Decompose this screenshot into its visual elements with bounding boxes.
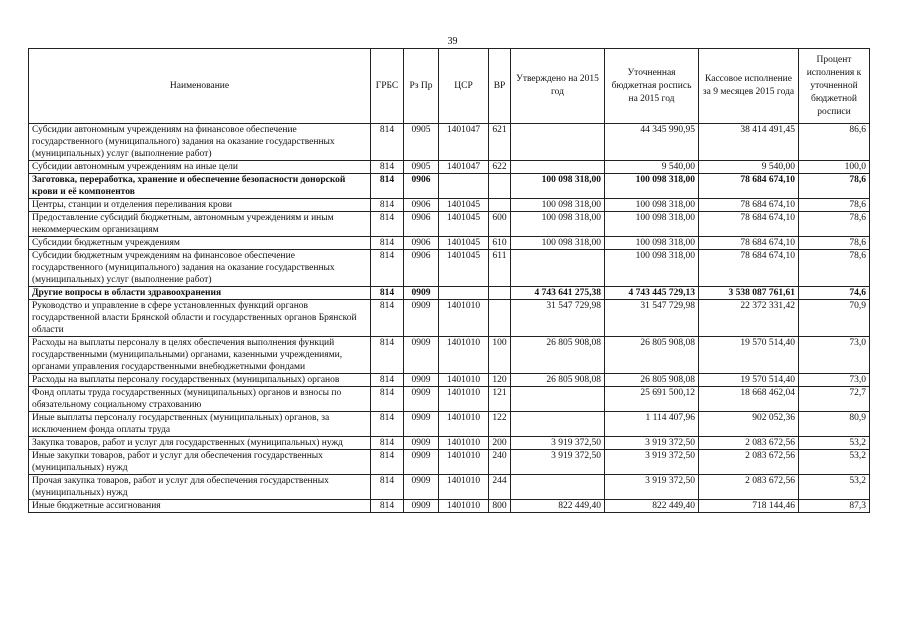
table-cell-refined: 3 919 372,50 [605, 450, 699, 475]
table-cell-rzpr: 0906 [404, 199, 439, 212]
table-cell-rzpr: 0909 [404, 287, 439, 300]
table-cell-cash: 78 684 674,10 [699, 199, 799, 212]
table-cell-rzpr: 0906 [404, 250, 439, 287]
table-cell-vr [489, 287, 511, 300]
table-cell-name: Субсидии бюджетным учреждениям на финансовое обеспечение государственного (муниципального) задания на оказание государственных (муниципальных) услуг (выполнение работ) [29, 250, 371, 287]
table-cell-rzpr: 0905 [404, 124, 439, 161]
table-row [29, 250, 870, 287]
table-cell-csr: 1401010 [439, 412, 489, 437]
table-cell-grbs: 814 [371, 387, 404, 412]
table-cell-rzpr: 0909 [404, 450, 439, 475]
table-cell-csr: 1401045 [439, 199, 489, 212]
table-cell-grbs: 814 [371, 161, 404, 174]
header-cash: Кассовое исполнение за 9 месяцев 2015 года [699, 49, 799, 124]
header-grbs: ГРБС [371, 49, 404, 124]
table-cell-grbs: 814 [371, 287, 404, 300]
table-cell-vr: 121 [489, 387, 511, 412]
table-cell-cash: 78 684 674,10 [699, 212, 799, 237]
table-cell-csr: 1401010 [439, 475, 489, 500]
table-cell-refined: 100 098 318,00 [605, 199, 699, 212]
table-cell-percent: 80,9 [799, 412, 870, 437]
header-csr: ЦСР [439, 49, 489, 124]
table-cell-name: Субсидии автономным учреждениям на иные цели [29, 161, 371, 174]
table-row [29, 500, 870, 513]
table-row [29, 124, 870, 161]
table-cell-vr [489, 174, 511, 199]
table-cell-vr: 200 [489, 437, 511, 450]
table-cell-name: Руководство и управление в сфере установленных функций органов государственной власти Брянской области и государственных органов Брянской области [29, 300, 371, 337]
table-cell-grbs: 814 [371, 500, 404, 513]
table-cell-name: Предоставление субсидий бюджетным, автономным учреждениям и иным некоммерческим организациям [29, 212, 371, 237]
table-cell-approved: 3 919 372,50 [511, 437, 605, 450]
table-cell-vr [489, 199, 511, 212]
table-cell-grbs: 814 [371, 450, 404, 475]
table-cell-refined: 3 919 372,50 [605, 475, 699, 500]
table-cell-approved [511, 412, 605, 437]
table-cell-percent: 78,6 [799, 237, 870, 250]
table-row [29, 337, 870, 374]
table-cell-csr [439, 174, 489, 199]
table-cell-vr: 611 [489, 250, 511, 287]
table-cell-percent: 100,0 [799, 161, 870, 174]
table-cell-approved: 26 805 908,08 [511, 337, 605, 374]
table-cell-vr [489, 300, 511, 337]
table-cell-name: Субсидии бюджетным учреждениям [29, 237, 371, 250]
header-percent: Процент исполнения к уточненной бюджетной росписи [799, 49, 870, 124]
table-cell-rzpr: 0909 [404, 387, 439, 412]
header-rzpr: Рз Пр [404, 49, 439, 124]
table-cell-rzpr: 0906 [404, 174, 439, 199]
header-name: Наименование [29, 49, 371, 124]
table-cell-rzpr: 0909 [404, 437, 439, 450]
table-cell-approved [511, 161, 605, 174]
table-cell-refined: 1 114 407,96 [605, 412, 699, 437]
table-cell-csr: 1401010 [439, 500, 489, 513]
table-cell-vr: 244 [489, 475, 511, 500]
table-row [29, 437, 870, 450]
table-cell-refined: 31 547 729,98 [605, 300, 699, 337]
table-cell-approved: 100 098 318,00 [511, 174, 605, 199]
table-cell-approved [511, 124, 605, 161]
table-cell-name: Фонд оплаты труда государственных (муниципальных) органов и взносы по обязательному социальному страхованию [29, 387, 371, 412]
table-cell-csr: 1401010 [439, 437, 489, 450]
table-cell-csr: 1401010 [439, 300, 489, 337]
table-cell-cash: 19 570 514,40 [699, 374, 799, 387]
table-cell-name: Иные закупки товаров, работ и услуг для обеспечения государственных (муниципальных) нужд [29, 450, 371, 475]
table-cell-name: Субсидии автономным учреждениям на финансовое обеспечение государственного (муниципального) задания на оказание государственных (муниципальных) услуг (выполнение работ) [29, 124, 371, 161]
table-cell-name: Закупка товаров, работ и услуг для государственных (муниципальных) нужд [29, 437, 371, 450]
table-cell-csr: 1401045 [439, 237, 489, 250]
table-cell-refined: 44 345 990,95 [605, 124, 699, 161]
table-cell-csr: 1401047 [439, 124, 489, 161]
table-cell-cash: 902 052,36 [699, 412, 799, 437]
table-cell-rzpr: 0909 [404, 500, 439, 513]
table-cell-grbs: 814 [371, 437, 404, 450]
table-cell-grbs: 814 [371, 124, 404, 161]
table-row [29, 412, 870, 437]
table-cell-vr: 100 [489, 337, 511, 374]
table-row [29, 450, 870, 475]
table-cell-grbs: 814 [371, 237, 404, 250]
table-cell-refined: 100 098 318,00 [605, 174, 699, 199]
table-cell-percent: 78,6 [799, 212, 870, 237]
table-cell-refined: 4 743 445 729,13 [605, 287, 699, 300]
table-cell-rzpr: 0909 [404, 300, 439, 337]
table-cell-percent: 53,2 [799, 475, 870, 500]
table-cell-approved: 100 098 318,00 [511, 212, 605, 237]
table-cell-cash: 78 684 674,10 [699, 174, 799, 199]
table-cell-percent: 78,6 [799, 199, 870, 212]
table-cell-csr: 1401045 [439, 250, 489, 287]
table-cell-percent: 70,9 [799, 300, 870, 337]
table-cell-percent: 78,6 [799, 250, 870, 287]
table-cell-name: Другие вопросы в области здравоохранения [29, 287, 371, 300]
header-refined: Уточненная бюджетная роспись на 2015 год [605, 49, 699, 124]
table-cell-csr: 1401047 [439, 161, 489, 174]
table-cell-name: Прочая закупка товаров, работ и услуг для обеспечения государственных (муниципальных) нужд [29, 475, 371, 500]
table-cell-cash: 38 414 491,45 [699, 124, 799, 161]
table-cell-grbs: 814 [371, 174, 404, 199]
table-cell-refined: 100 098 318,00 [605, 237, 699, 250]
table-cell-grbs: 814 [371, 300, 404, 337]
table-cell-vr: 622 [489, 161, 511, 174]
table-cell-refined: 822 449,40 [605, 500, 699, 513]
table-cell-rzpr: 0906 [404, 212, 439, 237]
table-cell-cash: 718 144,46 [699, 500, 799, 513]
table-cell-csr: 1401045 [439, 212, 489, 237]
table-cell-approved [511, 475, 605, 500]
table-cell-csr: 1401010 [439, 450, 489, 475]
table-cell-refined: 100 098 318,00 [605, 250, 699, 287]
table-cell-name: Иные выплаты персоналу государственных (муниципальных) органов, за исключением фонда оплаты труда [29, 412, 371, 437]
table-cell-grbs: 814 [371, 250, 404, 287]
page-number: 39 [447, 36, 458, 47]
table-cell-rzpr: 0905 [404, 161, 439, 174]
table-cell-approved: 822 449,40 [511, 500, 605, 513]
table-cell-grbs: 814 [371, 412, 404, 437]
table-cell-grbs: 814 [371, 199, 404, 212]
table-row [29, 212, 870, 237]
table-cell-name: Центры, станции и отделения переливания крови [29, 199, 371, 212]
table-cell-cash: 78 684 674,10 [699, 237, 799, 250]
header-row [29, 49, 870, 124]
table-cell-approved: 4 743 641 275,38 [511, 287, 605, 300]
table-row [29, 199, 870, 212]
table-cell-cash: 78 684 674,10 [699, 250, 799, 287]
table-cell-cash: 9 540,00 [699, 161, 799, 174]
table-row [29, 475, 870, 500]
table-cell-percent: 53,2 [799, 437, 870, 450]
table-cell-csr [439, 287, 489, 300]
table-cell-grbs: 814 [371, 475, 404, 500]
table-cell-percent: 73,0 [799, 337, 870, 374]
table-cell-rzpr: 0909 [404, 475, 439, 500]
table-cell-percent: 53,2 [799, 450, 870, 475]
table-cell-percent: 86,6 [799, 124, 870, 161]
table-cell-percent: 74,6 [799, 287, 870, 300]
header-approved: Утверждено на 2015 год [511, 49, 605, 124]
table-cell-percent: 72,7 [799, 387, 870, 412]
table-cell-vr: 120 [489, 374, 511, 387]
table-row [29, 161, 870, 174]
table-cell-vr: 600 [489, 212, 511, 237]
table-row [29, 300, 870, 337]
table-cell-name: Заготовка, переработка, хранение и обеспечение безопасности донорской крови и её компонентов [29, 174, 371, 199]
table-cell-csr: 1401010 [439, 374, 489, 387]
table-cell-approved: 100 098 318,00 [511, 237, 605, 250]
table-cell-percent: 73,0 [799, 374, 870, 387]
table-cell-csr: 1401010 [439, 387, 489, 412]
table-row [29, 387, 870, 412]
table-cell-grbs: 814 [371, 374, 404, 387]
table-cell-refined: 100 098 318,00 [605, 212, 699, 237]
table-row [29, 287, 870, 300]
table-cell-approved: 31 547 729,98 [511, 300, 605, 337]
table-cell-vr: 800 [489, 500, 511, 513]
table-cell-refined: 26 805 908,08 [605, 337, 699, 374]
table-cell-approved [511, 250, 605, 287]
table-cell-name: Иные бюджетные ассигнования [29, 500, 371, 513]
table-cell-vr: 621 [489, 124, 511, 161]
table-cell-refined: 26 805 908,08 [605, 374, 699, 387]
table-cell-cash: 2 083 672,56 [699, 437, 799, 450]
table-cell-approved: 3 919 372,50 [511, 450, 605, 475]
table-row [29, 374, 870, 387]
table-cell-vr: 240 [489, 450, 511, 475]
table-cell-cash: 19 570 514,40 [699, 337, 799, 374]
table-row [29, 237, 870, 250]
table-cell-vr: 122 [489, 412, 511, 437]
table-cell-cash: 2 083 672,56 [699, 450, 799, 475]
table-cell-cash: 2 083 672,56 [699, 475, 799, 500]
table-cell-refined: 25 691 500,12 [605, 387, 699, 412]
table-cell-rzpr: 0909 [404, 412, 439, 437]
table-cell-grbs: 814 [371, 212, 404, 237]
header-vr: ВР [489, 49, 511, 124]
table-cell-approved [511, 387, 605, 412]
table-cell-approved: 26 805 908,08 [511, 374, 605, 387]
table-cell-percent: 87,3 [799, 500, 870, 513]
table-row [29, 174, 870, 199]
table-cell-vr: 610 [489, 237, 511, 250]
table-cell-refined: 9 540,00 [605, 161, 699, 174]
table-cell-approved: 100 098 318,00 [511, 199, 605, 212]
budget-table [28, 48, 870, 513]
table-cell-cash: 22 372 331,42 [699, 300, 799, 337]
table-cell-rzpr: 0906 [404, 237, 439, 250]
table-cell-grbs: 814 [371, 337, 404, 374]
table-cell-refined: 3 919 372,50 [605, 437, 699, 450]
table-cell-cash: 18 668 462,04 [699, 387, 799, 412]
table-cell-name: Расходы на выплаты персоналу государственных (муниципальных) органов [29, 374, 371, 387]
table-cell-rzpr: 0909 [404, 374, 439, 387]
table-cell-name: Расходы на выплаты персоналу в целях обеспечения выполнения функций государственными (муниципальными) органами, казенными учреждениями, органами управления государственными внебюджетными фондами [29, 337, 371, 374]
table-cell-percent: 78,6 [799, 174, 870, 199]
table-cell-cash: 3 538 087 761,61 [699, 287, 799, 300]
table-cell-csr: 1401010 [439, 337, 489, 374]
table-cell-rzpr: 0909 [404, 337, 439, 374]
